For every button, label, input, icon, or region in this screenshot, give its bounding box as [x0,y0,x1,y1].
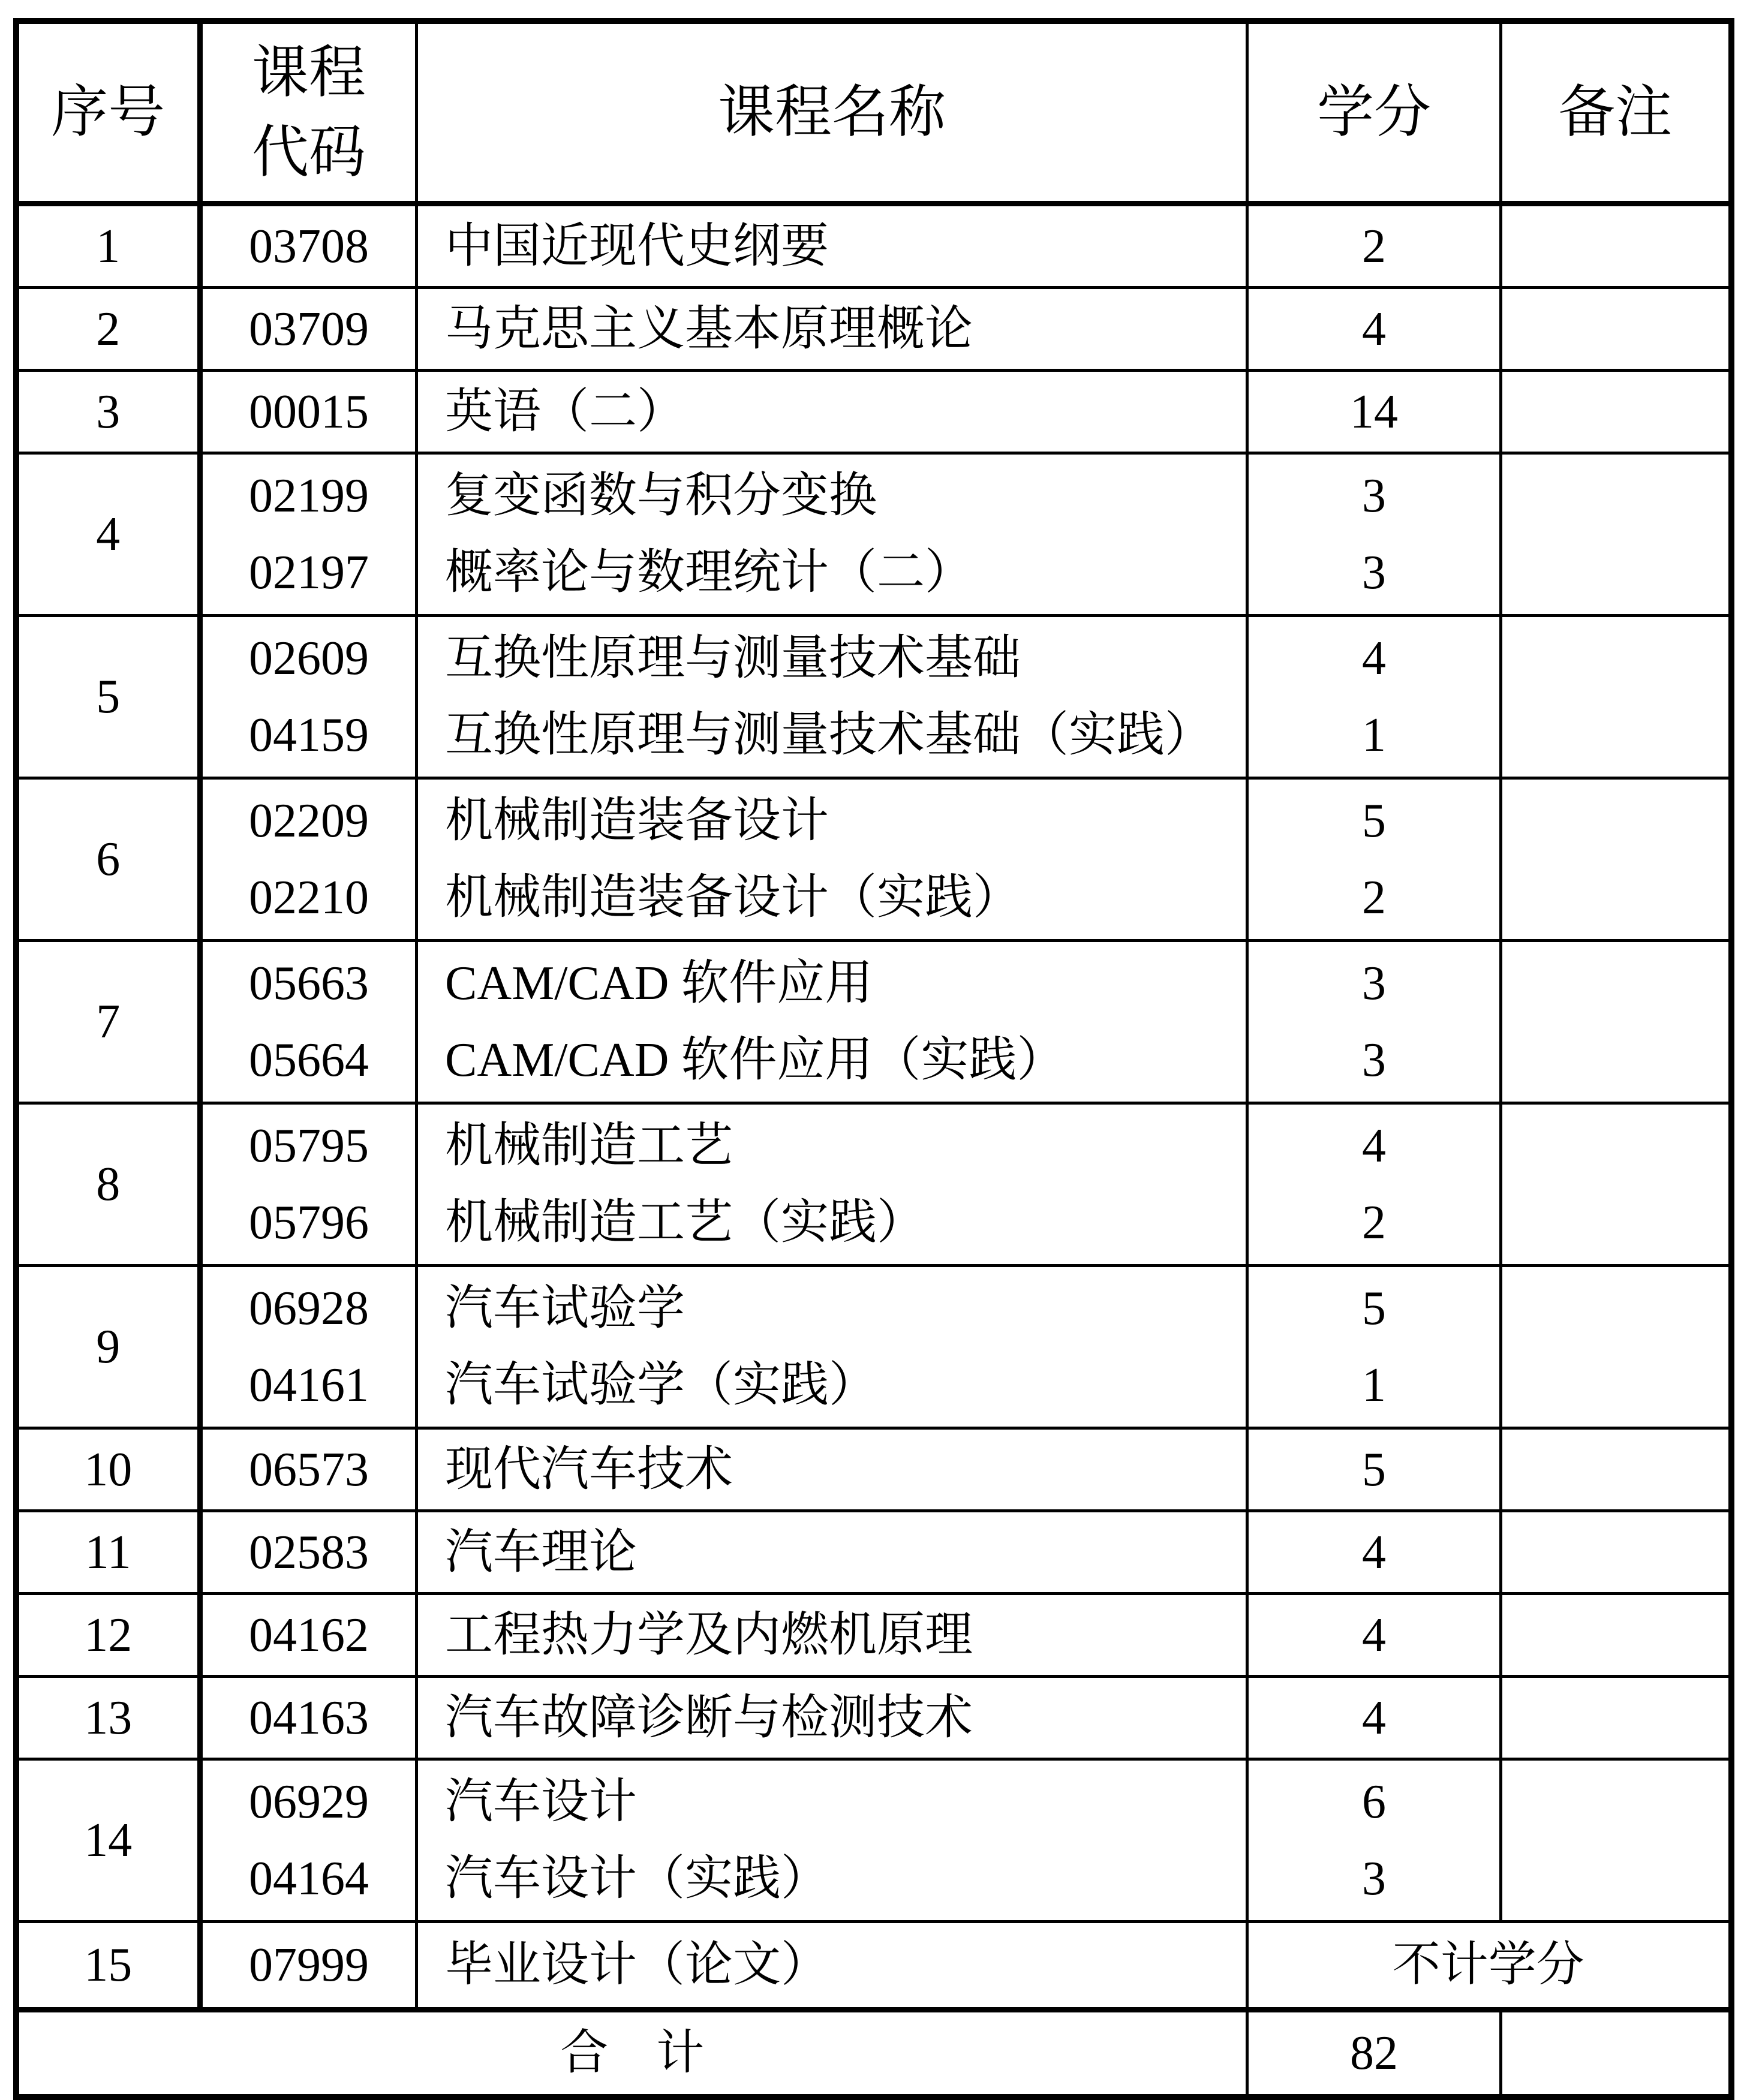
code-cell [200,941,417,1103]
name-cell [417,1103,1247,1266]
credit-cell [1247,1759,1501,1922]
remark-cell [1501,453,1731,616]
remark-cell [1501,1759,1731,1922]
header-credits: 学分 [1247,21,1501,204]
course-name: 机械制造工艺 [445,1120,733,1172]
course-credits: 3 [1362,546,1386,599]
course-name: CAM/CAD 软件应用（实践） [445,1034,1065,1087]
course-name: 机械制造装备设计 [445,795,829,847]
code-cell: 07999 [200,1922,417,2010]
credit-cell: 4 [1247,1677,1501,1759]
course-code: 02609 [249,632,369,685]
course-code: 04164 [249,1852,369,1905]
name-cell [417,616,1247,778]
remark-cell [1501,1266,1731,1428]
name-cell [417,1266,1247,1428]
table-row-group [16,941,1731,1103]
remark-cell [1501,778,1731,941]
seq-cell: 10 [16,1428,200,1511]
curriculum-table [13,18,1734,2100]
table-row-group [16,453,1731,616]
code-cell: 02583 [200,1511,417,1594]
name-cell: 英语（二） [417,371,1247,453]
code-cell: 06573 [200,1428,417,1511]
code-cell [200,1266,417,1428]
name-cell [417,778,1247,941]
name-cell: 汽车故障诊断与检测技术 [417,1677,1247,1759]
seq-cell: 2 [16,288,200,371]
course-credits: 6 [1362,1776,1386,1828]
table-row [16,1677,1731,1759]
name-cell: 工程热力学及内燃机原理 [417,1594,1247,1677]
seq-cell: 7 [16,941,200,1103]
name-cell: 马克思主义基本原理概论 [417,288,1247,371]
course-credits: 3 [1362,1852,1386,1905]
course-credits: 3 [1362,470,1386,522]
remark-cell [1501,1594,1731,1677]
remark-cell [1501,1103,1731,1266]
course-credits: 5 [1362,795,1386,847]
course-code: 05663 [249,957,369,1010]
code-cell [200,453,417,616]
course-credits: 4 [1362,632,1386,685]
remark-cell [1501,2010,1731,2098]
name-cell: 现代汽车技术 [417,1428,1247,1511]
course-name: 互换性原理与测量技术基础 [445,632,1021,685]
seq-cell: 13 [16,1677,200,1759]
seq-cell: 9 [16,1266,200,1428]
seq-cell: 4 [16,453,200,616]
remark-cell [1501,941,1731,1103]
table-row-group [16,616,1731,778]
course-code: 04161 [249,1359,369,1412]
code-cell [200,778,417,941]
header-remarks: 备注 [1501,21,1731,204]
credit-cell: 2 [1247,204,1501,288]
seq-cell: 11 [16,1511,200,1594]
header-row [16,21,1731,204]
seq-cell: 3 [16,371,200,453]
course-code: 06928 [249,1282,369,1335]
remark-cell [1501,616,1731,778]
name-cell [417,1759,1247,1922]
seq-cell: 14 [16,1759,200,1922]
header-code-line2: 代码 [251,120,366,184]
seq-cell: 12 [16,1594,200,1677]
credit-cell: 4 [1247,288,1501,371]
header-code [200,21,417,204]
course-name: 汽车试验学（实践） [445,1359,877,1412]
name-cell: 汽车理论 [417,1511,1247,1594]
credit-cell: 4 [1247,1511,1501,1594]
remark-cell [1501,288,1731,371]
table-row-group [16,778,1731,941]
no-credit-note-cell: 不计学分 [1247,1922,1731,2010]
seq-cell: 8 [16,1103,200,1266]
course-credits: 2 [1362,1196,1386,1249]
course-credits: 5 [1362,1282,1386,1335]
table-row-group [16,1266,1731,1428]
course-credits: 1 [1362,709,1386,762]
table-row [16,1511,1731,1594]
course-credits: 2 [1362,871,1386,924]
credit-cell [1247,616,1501,778]
header-code-line1: 课程 [251,40,366,104]
code-cell [200,1759,417,1922]
code-cell: 03708 [200,204,417,288]
course-code: 05796 [249,1196,369,1249]
course-code: 05664 [249,1034,369,1087]
course-name: 互换性原理与测量技术基础（实践） [445,709,1213,762]
course-code: 06929 [249,1776,369,1828]
credit-cell: 5 [1247,1428,1501,1511]
seq-cell: 6 [16,778,200,941]
course-credits: 3 [1362,957,1386,1010]
name-cell [417,941,1247,1103]
course-name: 机械制造工艺（实践） [445,1196,925,1249]
course-name: 汽车试验学 [445,1282,685,1335]
course-name: 汽车设计（实践） [445,1852,829,1905]
course-code: 04159 [249,709,369,762]
credit-cell [1247,1266,1501,1428]
course-credits: 3 [1362,1034,1386,1087]
credit-cell [1247,941,1501,1103]
header-seq: 序号 [16,21,200,204]
credit-cell [1247,453,1501,616]
total-credits-cell: 82 [1247,2010,1501,2098]
name-cell: 毕业设计（论文） [417,1922,1247,2010]
course-name: CAM/CAD 软件应用 [445,957,873,1010]
course-code: 02209 [249,795,369,847]
table-row [16,1594,1731,1677]
code-cell: 04163 [200,1677,417,1759]
remark-cell [1501,1511,1731,1594]
table-row [16,288,1731,371]
course-credits: 1 [1362,1359,1386,1412]
seq-cell: 5 [16,616,200,778]
code-cell: 00015 [200,371,417,453]
total-row [16,2010,1731,2098]
name-cell [417,453,1247,616]
remark-cell [1501,204,1731,288]
table-row-group [16,1759,1731,1922]
table-row-group [16,1103,1731,1266]
course-code: 02210 [249,871,369,924]
table-row [16,1428,1731,1511]
seq-cell: 15 [16,1922,200,2010]
name-cell: 中国近现代史纲要 [417,204,1247,288]
course-name: 机械制造装备设计（实践） [445,871,1021,924]
credit-cell: 14 [1247,371,1501,453]
table-row [16,1922,1731,2010]
code-cell: 03709 [200,288,417,371]
table-row [16,204,1731,288]
credit-cell: 4 [1247,1594,1501,1677]
total-label-cell: 合 计 [16,2010,1247,2098]
course-credits: 4 [1362,1120,1386,1172]
code-cell: 04162 [200,1594,417,1677]
course-name: 汽车设计 [445,1776,637,1828]
course-code: 05795 [249,1120,369,1172]
seq-cell: 1 [16,204,200,288]
header-name: 课程名称 [417,21,1247,204]
remark-cell [1501,1428,1731,1511]
course-name: 复变函数与积分变换 [445,470,877,522]
code-cell [200,616,417,778]
remark-cell [1501,371,1731,453]
credit-cell [1247,778,1501,941]
code-cell [200,1103,417,1266]
remark-cell [1501,1677,1731,1759]
course-code: 02197 [249,546,369,599]
table-row [16,371,1731,453]
course-name: 概率论与数理统计（二） [445,546,973,599]
course-code: 02199 [249,470,369,522]
credit-cell [1247,1103,1501,1266]
